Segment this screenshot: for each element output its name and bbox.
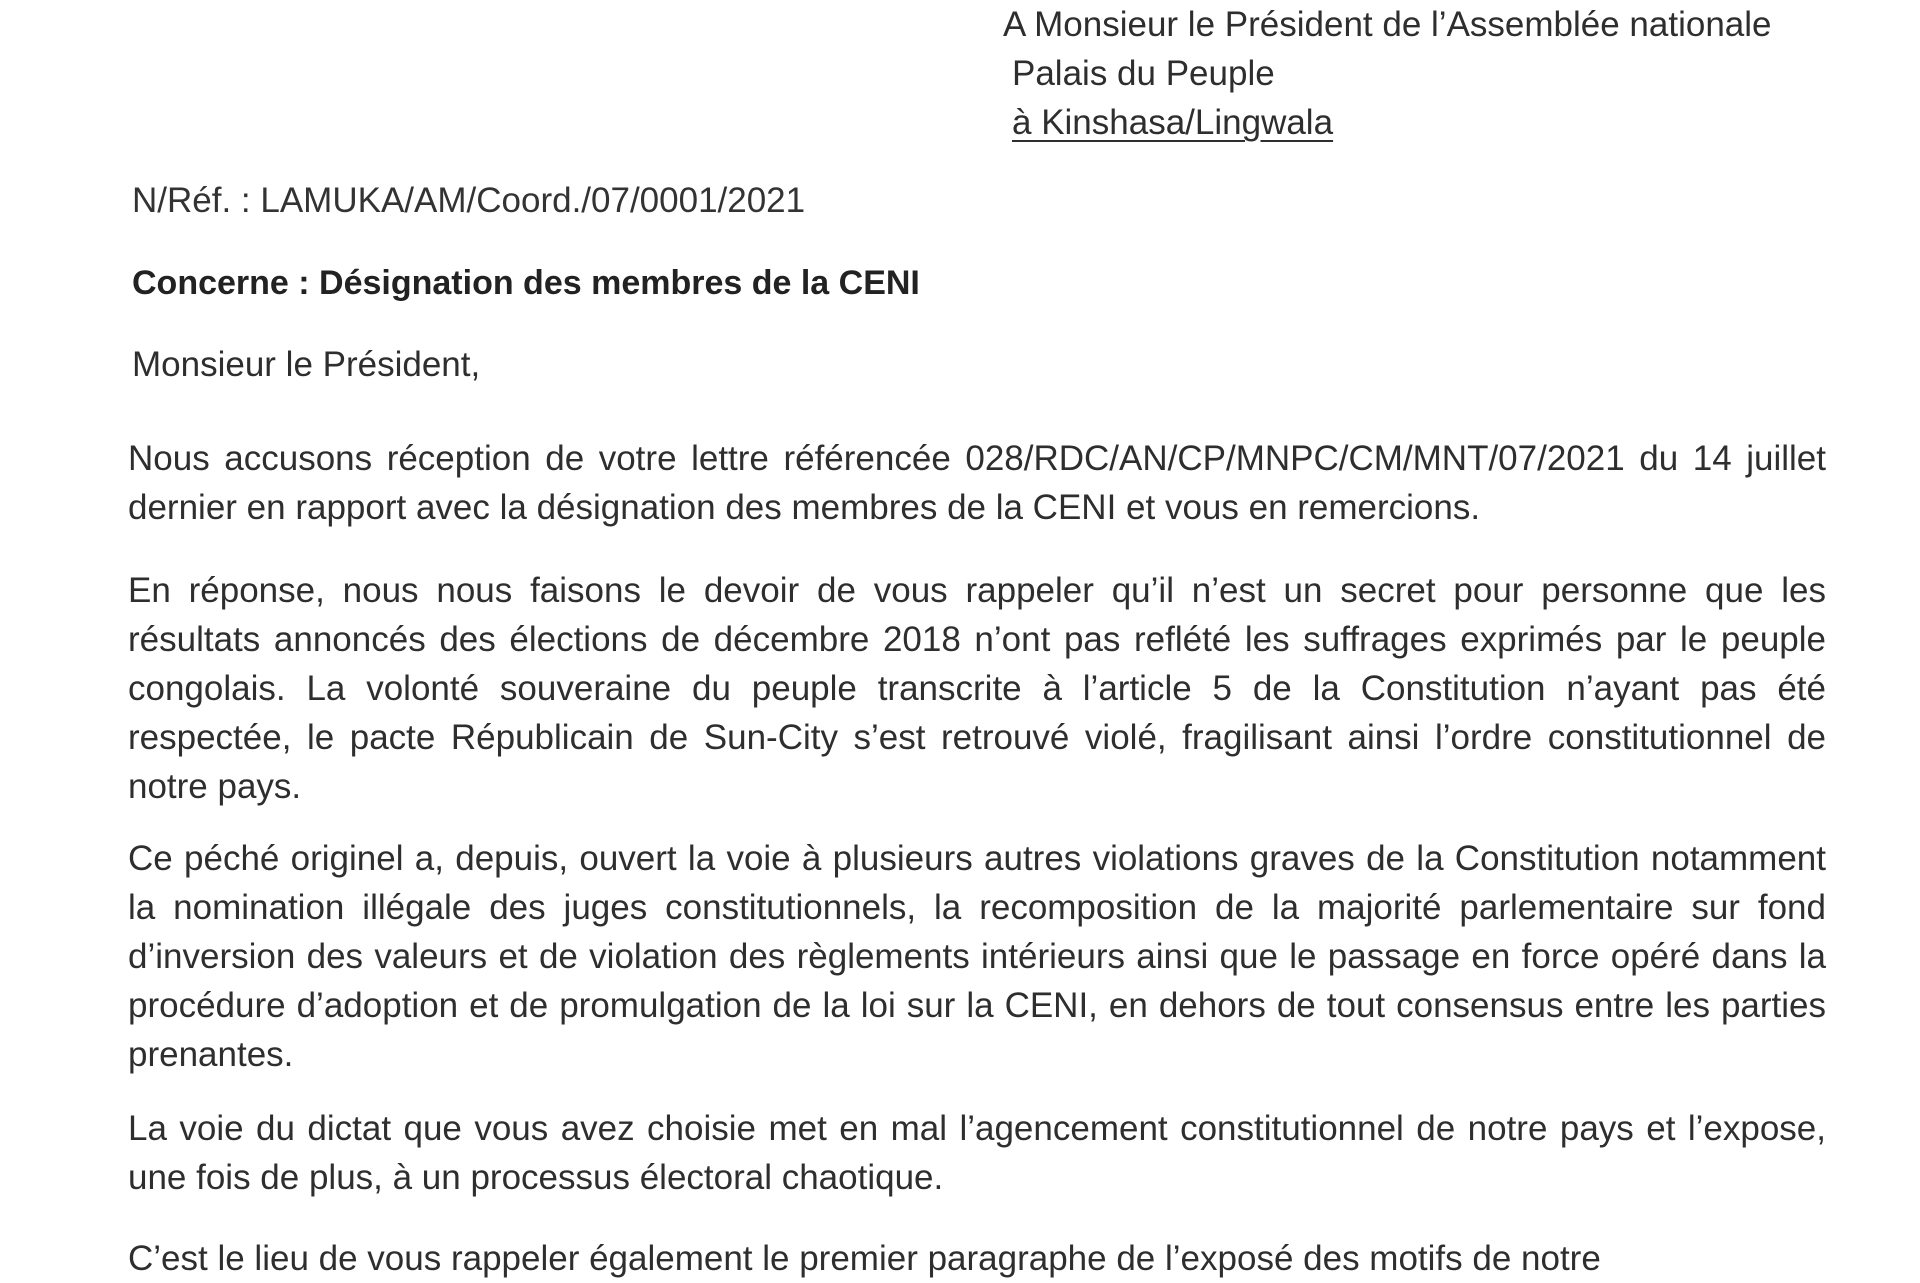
addressee-line-1: A Monsieur le Président de l’Assemblée nationale (1003, 5, 1772, 44)
paragraph-4: La voie du dictat que vous avez choisie met en mal l’agencement constitutionnel de notre pays et l’expose, une fois de plus, à un processus électoral chaotique. (128, 1109, 1826, 1197)
subject-line: Concerne : Désignation des membres de la CENI (132, 264, 920, 302)
paragraph-1: Nous accusons réception de votre lettre référencée 028/RDC/AN/CP/MNPC/CM/MNT/07/2021 du 14 juillet dernier en rapport avec la désignation des membres de la CENI et vous en remercions. (128, 439, 1826, 527)
paragraph-3: Ce péché originel a, depuis, ouvert la voie à plusieurs autres violations graves de la Constitution notamment la nomination illégale des juges constitutionnels, la recomposition de la majorité parlementaire sur fond d’inversion des valeurs et de violation des règlements intérieurs ainsi que le passage en force opéré dans la procédure d’adoption et de promulgation de la loi sur la CENI, en dehors de tout consensus entre les parties prenantes. (128, 839, 1826, 1074)
paragraph-5: C’est le lieu de vous rappeler également le premier paragraphe de l’exposé des motifs de notre (128, 1239, 1601, 1278)
salutation: Monsieur le Président, (132, 345, 481, 384)
paragraph-2: En réponse, nous nous faisons le devoir de vous rappeler qu’il n’est un secret pour personne que les résultats annoncés des élections de décembre 2018 n’ont pas reflété les suffrages exprimés par le peuple congolais. La volonté souveraine du peuple transcrite à l’article 5 de la Constitution n’ayant pas été respectée, le pacte Républicain de Sun-City s’est retrouvé violé, fragilisant ainsi l’ordre constitutionnel de notre pays. (128, 571, 1826, 806)
reference-line: N/Réf. : LAMUKA/AM/Coord./07/0001/2021 (132, 181, 806, 220)
addressee-line-2: Palais du Peuple (1012, 54, 1275, 93)
addressee-block (1003, 0, 1772, 147)
addressee-line-3: à Kinshasa/Lingwala (1012, 103, 1334, 142)
